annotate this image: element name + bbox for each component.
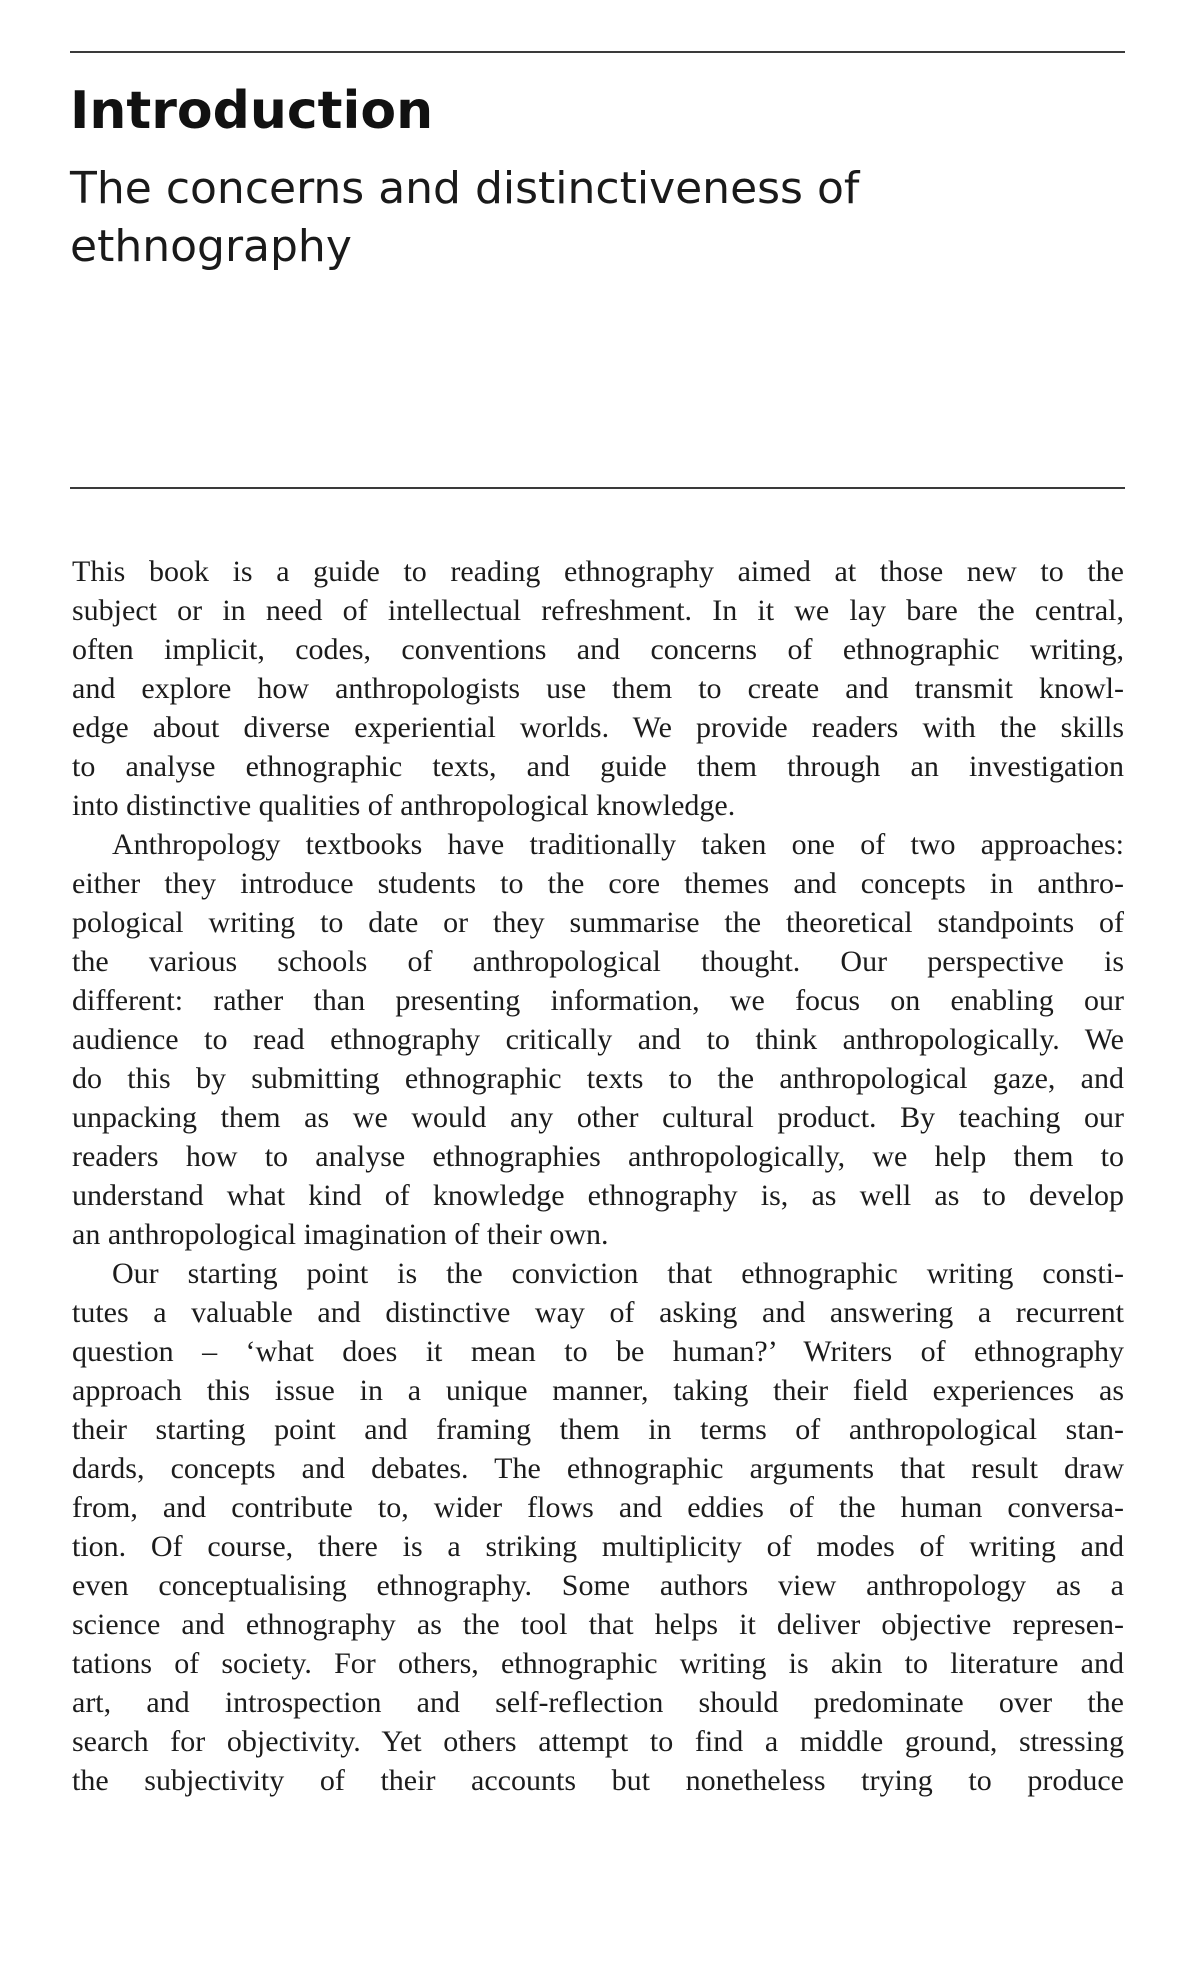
paragraph (72, 552, 1124, 825)
text-line: an anthropological imagination of their own. (72, 1218, 609, 1251)
chapter-subtitle-line: ethnography (70, 221, 352, 272)
text-line: pological writing to date or they summarise the theoretical standpoints of (72, 906, 1124, 939)
chapter-title: Introduction (70, 81, 434, 141)
chapter-subtitle-line: The concerns and distinctiveness of (70, 163, 860, 214)
text-line: subject or in need of intellectual refreshment. In it we lay bare the central, (72, 594, 1124, 627)
text-line: to analyse ethnographic texts, and guide them through an investigation (72, 750, 1124, 783)
text-line: audience to read ethnography critically and to think anthropologically. We (72, 1023, 1124, 1056)
text-line: different: rather than presenting information, we focus on enabling our (72, 984, 1124, 1017)
text-line: and explore how anthropologists use them to create and transmit knowl- (72, 672, 1124, 705)
text-line: from, and contribute to, wider flows and eddies of the human conversa- (72, 1491, 1124, 1524)
text-line: even conceptualising ethnography. Some authors view anthropology as a (72, 1569, 1124, 1602)
text-line: art, and introspection and self-reflection should predominate over the (72, 1686, 1124, 1719)
text-line: science and ethnography as the tool that helps it deliver objective represen- (72, 1608, 1124, 1641)
text-line: the subjectivity of their accounts but nonetheless trying to produce (72, 1764, 1124, 1797)
text-line: tutes a valuable and distinctive way of asking and answering a recurrent (72, 1296, 1124, 1329)
text-line: This book is a guide to reading ethnography aimed at those new to the (72, 555, 1124, 588)
section-divider (70, 487, 1125, 489)
text-line: into distinctive qualities of anthropological knowledge. (72, 789, 736, 822)
text-line: tations of society. For others, ethnographic writing is akin to literature and (72, 1647, 1124, 1680)
text-line: the various schools of anthropological thought. Our perspective is (72, 945, 1124, 978)
text-line: do this by submitting ethnographic texts to the anthropological gaze, and (72, 1062, 1124, 1095)
text-line: search for objectivity. Yet others attempt to find a middle ground, stressing (72, 1725, 1124, 1758)
paragraph (72, 1254, 1124, 1800)
body-text (72, 552, 1124, 1800)
paragraph (72, 825, 1124, 1254)
text-line: dards, concepts and debates. The ethnographic arguments that result draw (72, 1452, 1124, 1485)
text-line: tion. Of course, there is a striking multiplicity of modes of writing and (72, 1530, 1124, 1563)
text-line: Our starting point is the conviction that ethnographic writing consti- (112, 1257, 1124, 1290)
text-line: readers how to analyse ethnographies anthropologically, we help them to (72, 1140, 1124, 1173)
text-line: understand what kind of knowledge ethnography is, as well as to develop (72, 1179, 1124, 1212)
text-line: edge about diverse experiential worlds. We provide readers with the skills (72, 711, 1124, 744)
top-rule (70, 51, 1125, 53)
text-line: either they introduce students to the core themes and concepts in anthro- (72, 867, 1124, 900)
text-line: their starting point and framing them in terms of anthropological stan- (72, 1413, 1124, 1446)
text-line: unpacking them as we would any other cultural product. By teaching our (72, 1101, 1124, 1134)
text-line: question – ‘what does it mean to be human?’ Writers of ethnography (72, 1335, 1124, 1368)
text-line: Anthropology textbooks have traditionally taken one of two approaches: (112, 828, 1124, 861)
text-line: often implicit, codes, conventions and concerns of ethnographic writing, (72, 633, 1124, 666)
chapter-subtitle (70, 160, 970, 276)
text-line: approach this issue in a unique manner, taking their field experiences as (72, 1374, 1124, 1407)
